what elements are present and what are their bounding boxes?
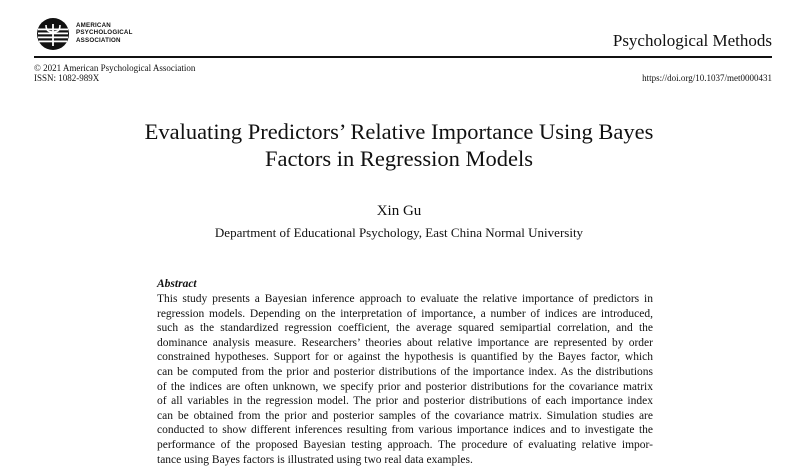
abstract-heading: Abstract <box>157 278 197 290</box>
abstract-line: of all variables in the regression model. The prior and posterior distributions of each importance index <box>157 395 653 408</box>
copyright-block <box>34 63 195 83</box>
article-title: Evaluating Predictors’ Relative Importance Using Bayes Factors in Regression Models <box>144 119 654 171</box>
abstract-line: such as the standardized regression coefficient, the average squared semipartial correlation, and the <box>157 322 653 335</box>
copyright-line: © 2021 American Psychological Association <box>34 63 196 73</box>
abstract-line: conducted to show different inferences resulting from various importance indices and to investigate the <box>157 424 653 437</box>
apa-wordmark: AMERICAN PSYCHOLOGICAL ASSOCIATION <box>76 22 133 44</box>
abstract-line: can be computed from the prior and posterior distributions of the importance index. As the distributions <box>157 365 653 378</box>
abstract-line: dominance analysis measure. Researchers’ theories about relative importance are represented by order <box>157 336 653 349</box>
apa-emblem-icon <box>34 17 72 51</box>
apa-logo <box>34 17 134 51</box>
abstract-line: This study presents a Bayesian inference approach to evaluate the relative importance of predictors in <box>157 293 653 305</box>
abstract-line: performance of the proposed Bayesian testing approach. The procedure of evaluating relative impor- <box>157 438 653 451</box>
abstract-line: can be obtained from the prior and posterior samples of the covariance matrix. Simulation studies are <box>157 409 653 422</box>
header-rule <box>34 56 772 58</box>
author-name: Xin Gu <box>376 203 422 219</box>
abstract-line: regression models. Depending on the interpretation of importance, a number of indices are introduced, <box>157 307 653 320</box>
abstract-body <box>157 292 653 467</box>
issn-line: ISSN: 1082-989X <box>34 73 100 83</box>
doi-link[interactable]: https://doi.org/10.1037/met0000431 <box>642 73 772 83</box>
abstract-line: of the indices are often unknown, we specify prior and posterior distributions for the covariance matrix <box>157 380 653 393</box>
abstract-line: constrained hypotheses. Support for or against the hypothesis is quantified by the Bayes factor, which <box>157 351 653 364</box>
abstract-line: tance using Bayes factors is illustrated using two real data examples. <box>157 453 473 466</box>
journal-name: Psychological Methods <box>612 31 772 50</box>
author-affiliation: Department of Educational Psychology, East China Normal University <box>214 225 584 240</box>
